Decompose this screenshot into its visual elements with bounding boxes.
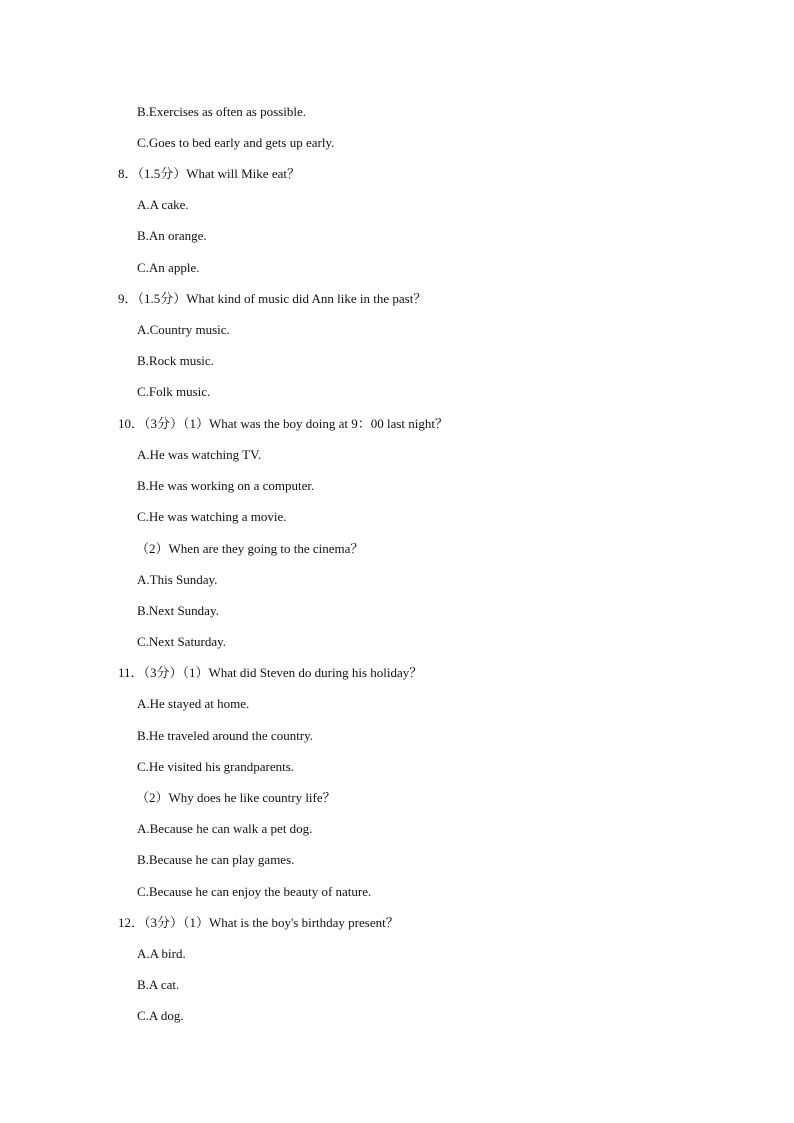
- option-8a: A.A cake.: [137, 197, 189, 212]
- option-9a: A.Country music.: [137, 322, 230, 337]
- subquestion-11-2: （2）Why does he like country life？: [136, 790, 336, 805]
- option-10-2c: C.Next Saturday.: [137, 634, 227, 649]
- question-9: 9．（1.5分）What kind of music did Ann like in the past？: [118, 291, 427, 306]
- option-12-1b: B.A cat.: [137, 977, 180, 992]
- question-11: 11．（3分）（1）What did Steven do during his holiday？: [118, 665, 423, 680]
- option-8c: C.An apple.: [137, 260, 200, 275]
- option-11-2b: B.Because he can play games.: [137, 852, 295, 867]
- option-12-1a: A.A bird.: [137, 946, 186, 961]
- option-10-1a: A.He was watching TV.: [137, 447, 262, 462]
- option-11-2a: A.Because he can walk a pet dog.: [137, 821, 313, 836]
- option-10-1c: C.He was watching a movie.: [137, 509, 287, 524]
- option-9b: B.Rock music.: [137, 353, 214, 368]
- question-12: 12．（3分）（1）What is the boy's birthday present？: [118, 915, 399, 930]
- option-11-2c: C.Because he can enjoy the beauty of nature.: [137, 884, 372, 899]
- subquestion-10-2: （2）When are they going to the cinema？: [136, 541, 364, 556]
- option-11-1a: A.He stayed at home.: [137, 696, 250, 711]
- option-7c: C.Goes to bed early and gets up early.: [137, 135, 335, 150]
- option-11-1c: C.He visited his grandparents.: [137, 759, 295, 774]
- option-10-2a: A.This Sunday.: [137, 572, 218, 587]
- option-9c: C.Folk music.: [137, 384, 211, 399]
- option-7b: B.Exercises as often as possible.: [137, 104, 306, 119]
- question-8: 8．（1.5分）What will Mike eat？: [118, 166, 300, 181]
- question-10: 10．（3分）（1）What was the boy doing at 9：00 last night？: [118, 416, 449, 431]
- option-8b: B.An orange.: [137, 228, 207, 243]
- option-12-1c: C.A dog.: [137, 1008, 184, 1023]
- option-10-2b: B.Next Sunday.: [137, 603, 219, 618]
- option-10-1b: B.He was working on a computer.: [137, 478, 315, 493]
- option-11-1b: B.He traveled around the country.: [137, 728, 314, 743]
